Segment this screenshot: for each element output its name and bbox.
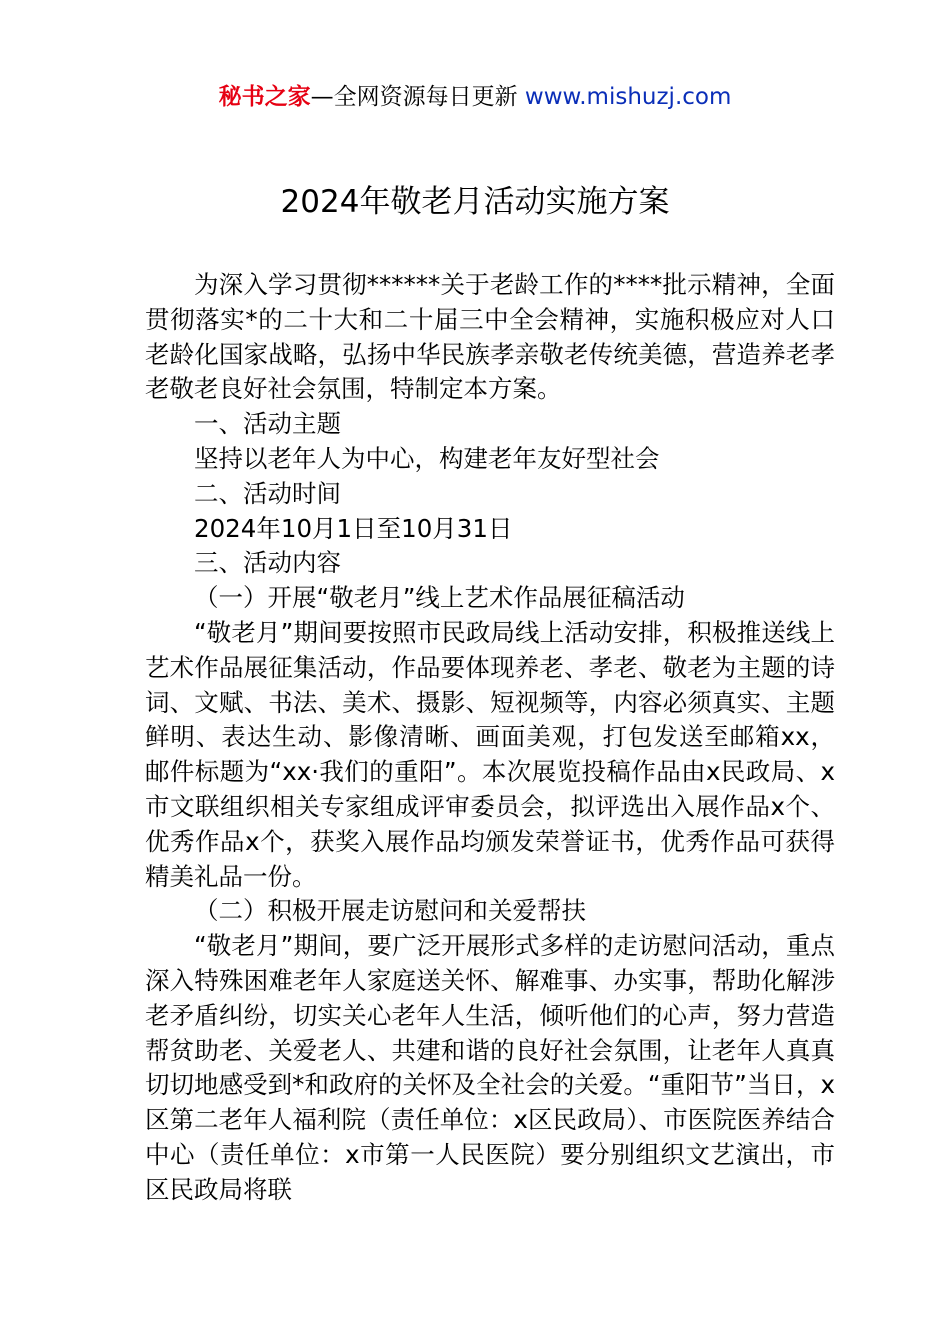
intro-paragraph: 为深入学习贯彻******关于老龄工作的****批示精神，全面贯彻落实*的二十大和二十届三中全会精神，实施积极应对人口老龄化国家战略，弘扬中华民族孝亲敬老传统美德，营造养老孝老敬老良好社会氛围，特制定本方案。 <box>145 270 835 404</box>
section-heading-theme: 一、活动主题 <box>194 409 341 439</box>
site-banner <box>0 82 950 112</box>
section-heading-time: 二、活动时间 <box>194 478 341 508</box>
subsection-heading-art-exhibition: （一）开展“敬老月”线上艺术作品展征稿活动 <box>194 583 685 613</box>
banner-slogan: —全网资源每日更新 <box>310 84 525 110</box>
visits-paragraph: “敬老月”期间，要广泛开展形式多样的走访慰问活动，重点深入特殊困难老年人家庭送关怀、解难事、办实事，帮助化解涉老矛盾纠纷，切实关心老年人生活，倾听他们的心声，努力营造帮贫助老、关爱老人、共建和谐的良好社会氛围，让老年人真真切切地感受到*和政府的关怀及全社会的关爱。“重阳节”当日，x区第二老年人福利院（责任单位：x区民政局）、市医院医养结合中心（责任单位：x市第一人民医院）要分别组织文艺演出，市区民政局将联 <box>145 931 835 1204</box>
time-text: 2024年10月1日至10月31日 <box>194 513 513 543</box>
subsection-heading-visits: （二）积极开展走访慰问和关爱帮扶 <box>194 896 586 926</box>
theme-text: 坚持以老年人为中心，构建老年友好型社会 <box>194 443 660 473</box>
banner-brand: 秘书之家 <box>218 84 311 110</box>
banner-url-link[interactable]: www.mishuzj.com <box>524 84 732 110</box>
section-heading-content: 三、活动内容 <box>194 548 341 578</box>
art-exhibition-paragraph: “敬老月”期间要按照市民政局线上活动安排，积极推送线上艺术作品展征集活动，作品要体现养老、孝老、敬老为主题的诗词、文赋、书法、美术、摄影、短视频等，内容必须真实、主题鲜明、表达生动、影像清晰、画面美观，打包发送至邮箱xx，邮件标题为“xx·我们的重阳”。本次展览投稿作品由x民政局、x市文联组织相关专家组成评审委员会，拟评选出入展作品x个、优秀作品x个，获奖入展作品均颁发荣誉证书，优秀作品可获得精美礼品一份。 <box>145 617 835 891</box>
document-title: 2024年敬老月活动实施方案 <box>280 184 670 220</box>
document-body <box>145 268 835 1208</box>
